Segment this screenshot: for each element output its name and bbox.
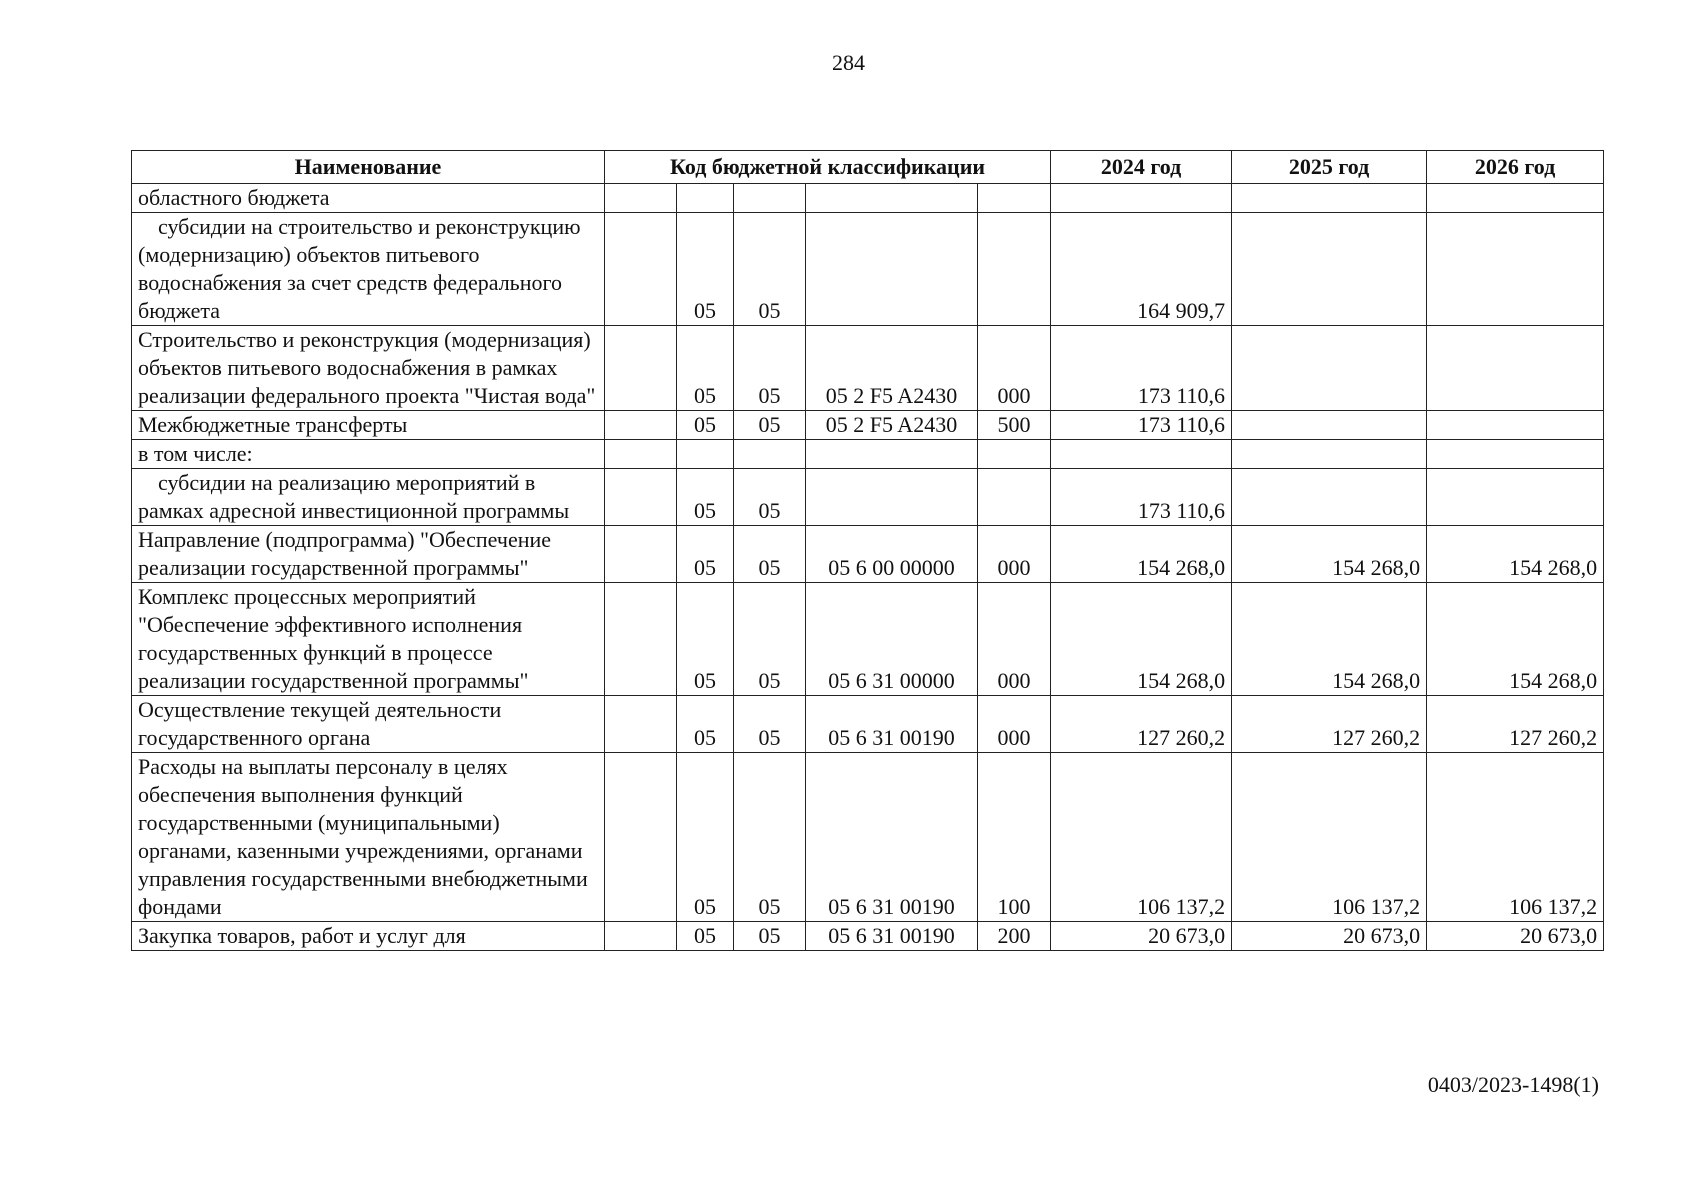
- cell-2024: 173 110,6: [1051, 326, 1232, 411]
- table-row: [132, 411, 1604, 440]
- cell-expense-type: [978, 184, 1051, 213]
- table-row: [132, 583, 1604, 696]
- cell-section: [677, 184, 734, 213]
- cell-expense-type: 100: [978, 753, 1051, 922]
- cell-name: Межбюджетные трансферты: [132, 411, 605, 440]
- budget-table: [131, 150, 1604, 951]
- cell-expense-type: [978, 440, 1051, 469]
- cell-expense-type: 200: [978, 922, 1051, 951]
- cell-name: Комплекс процессных мероприятий "Обеспечение эффективного исполнения государственных функций в процессе реализации государственной программы": [132, 583, 605, 696]
- cell-expense-type: 000: [978, 526, 1051, 583]
- cell-target-article: 05 2 F5 A2430: [806, 411, 978, 440]
- cell-subsection: [734, 184, 806, 213]
- table-row: [132, 696, 1604, 753]
- cell-name: Направление (подпрограмма) "Обеспечение реализации государственной программы": [132, 526, 605, 583]
- cell-section: 05: [677, 583, 734, 696]
- cell-2024: 154 268,0: [1051, 526, 1232, 583]
- cell-code-1: [605, 213, 677, 326]
- cell-name: Осуществление текущей деятельности государственного органа: [132, 696, 605, 753]
- cell-2025: [1232, 411, 1427, 440]
- cell-2024: 173 110,6: [1051, 469, 1232, 526]
- cell-2026: 154 268,0: [1427, 526, 1604, 583]
- cell-section: 05: [677, 922, 734, 951]
- cell-section: 05: [677, 411, 734, 440]
- cell-subsection: 05: [734, 213, 806, 326]
- cell-2024: 154 268,0: [1051, 583, 1232, 696]
- cell-2026: [1427, 440, 1604, 469]
- cell-name: субсидии на строительство и реконструкцию (модернизацию) объектов питьевого водоснабжения за счет средств федерального бюджета: [132, 213, 605, 326]
- cell-2025: [1232, 184, 1427, 213]
- cell-target-article: [806, 469, 978, 526]
- table-row: [132, 469, 1604, 526]
- cell-section: 05: [677, 213, 734, 326]
- cell-code-1: [605, 922, 677, 951]
- cell-target-article: 05 6 31 00190: [806, 922, 978, 951]
- header-2025: 2025 год: [1232, 151, 1427, 184]
- cell-subsection: 05: [734, 696, 806, 753]
- cell-target-article: 05 2 F5 A2430: [806, 326, 978, 411]
- cell-target-article: 05 6 31 00190: [806, 696, 978, 753]
- cell-expense-type: 000: [978, 696, 1051, 753]
- cell-target-article: [806, 440, 978, 469]
- cell-name: Закупка товаров, работ и услуг для: [132, 922, 605, 951]
- cell-name: Расходы на выплаты персоналу в целях обеспечения выполнения функций государственными (муниципальными) органами, казенными учреждениями, органами управления государственными внебюджетными фондами: [132, 753, 605, 922]
- cell-code-1: [605, 583, 677, 696]
- cell-code-1: [605, 469, 677, 526]
- cell-subsection: 05: [734, 526, 806, 583]
- table-header-row: [132, 151, 1604, 184]
- cell-subsection: 05: [734, 922, 806, 951]
- cell-code-1: [605, 411, 677, 440]
- cell-expense-type: 000: [978, 583, 1051, 696]
- table-row: [132, 753, 1604, 922]
- table-body: [132, 184, 1604, 951]
- cell-target-article: 05 6 31 00000: [806, 583, 978, 696]
- cell-section: 05: [677, 326, 734, 411]
- cell-2025: [1232, 440, 1427, 469]
- cell-name: в том числе:: [132, 440, 605, 469]
- cell-section: 05: [677, 696, 734, 753]
- table-row: [132, 440, 1604, 469]
- document-code: 0403/2023-1498(1): [1427, 1072, 1599, 1097]
- cell-section: 05: [677, 469, 734, 526]
- cell-expense-type: [978, 213, 1051, 326]
- cell-2024: 164 909,7: [1051, 213, 1232, 326]
- header-code: Код бюджетной классификации: [605, 151, 1051, 184]
- cell-code-1: [605, 184, 677, 213]
- cell-2025: 20 673,0: [1232, 922, 1427, 951]
- header-2024: 2024 год: [1051, 151, 1232, 184]
- table-row: [132, 184, 1604, 213]
- cell-name: субсидии на реализацию мероприятий в рамках адресной инвестиционной программы: [132, 469, 605, 526]
- cell-2024: [1051, 184, 1232, 213]
- header-2026: 2026 год: [1427, 151, 1604, 184]
- cell-2025: [1232, 469, 1427, 526]
- cell-section: [677, 440, 734, 469]
- cell-name: Строительство и реконструкция (модернизация) объектов питьевого водоснабжения в рамках реализации федерального проекта "Чистая вода": [132, 326, 605, 411]
- cell-2025: 154 268,0: [1232, 583, 1427, 696]
- cell-2026: [1427, 411, 1604, 440]
- header-name: Наименование: [132, 151, 605, 184]
- cell-expense-type: 500: [978, 411, 1051, 440]
- cell-2024: 20 673,0: [1051, 922, 1232, 951]
- table-row: [132, 213, 1604, 326]
- cell-code-1: [605, 440, 677, 469]
- cell-target-article: [806, 213, 978, 326]
- cell-2025: [1232, 213, 1427, 326]
- cell-2025: 154 268,0: [1232, 526, 1427, 583]
- cell-2025: [1232, 326, 1427, 411]
- cell-2026: [1427, 184, 1604, 213]
- cell-target-article: 05 6 00 00000: [806, 526, 978, 583]
- cell-target-article: [806, 184, 978, 213]
- cell-code-1: [605, 753, 677, 922]
- table-row: [132, 326, 1604, 411]
- cell-section: 05: [677, 753, 734, 922]
- cell-2026: 154 268,0: [1427, 583, 1604, 696]
- cell-2026: 106 137,2: [1427, 753, 1604, 922]
- cell-target-article: 05 6 31 00190: [806, 753, 978, 922]
- cell-subsection: 05: [734, 411, 806, 440]
- cell-subsection: [734, 440, 806, 469]
- cell-2026: [1427, 326, 1604, 411]
- cell-2024: 106 137,2: [1051, 753, 1232, 922]
- cell-subsection: 05: [734, 583, 806, 696]
- cell-2025: 127 260,2: [1232, 696, 1427, 753]
- cell-subsection: 05: [734, 753, 806, 922]
- cell-code-1: [605, 526, 677, 583]
- cell-2026: 20 673,0: [1427, 922, 1604, 951]
- cell-2026: [1427, 469, 1604, 526]
- page-number: 284: [832, 50, 865, 75]
- cell-2025: 106 137,2: [1232, 753, 1427, 922]
- cell-expense-type: 000: [978, 326, 1051, 411]
- table-row: [132, 526, 1604, 583]
- cell-subsection: 05: [734, 469, 806, 526]
- cell-2026: 127 260,2: [1427, 696, 1604, 753]
- cell-section: 05: [677, 526, 734, 583]
- cell-2024: [1051, 440, 1232, 469]
- cell-name: областного бюджета: [132, 184, 605, 213]
- cell-2024: 127 260,2: [1051, 696, 1232, 753]
- table-row: [132, 922, 1604, 951]
- cell-2026: [1427, 213, 1604, 326]
- cell-subsection: 05: [734, 326, 806, 411]
- cell-code-1: [605, 326, 677, 411]
- cell-code-1: [605, 696, 677, 753]
- cell-2024: 173 110,6: [1051, 411, 1232, 440]
- cell-expense-type: [978, 469, 1051, 526]
